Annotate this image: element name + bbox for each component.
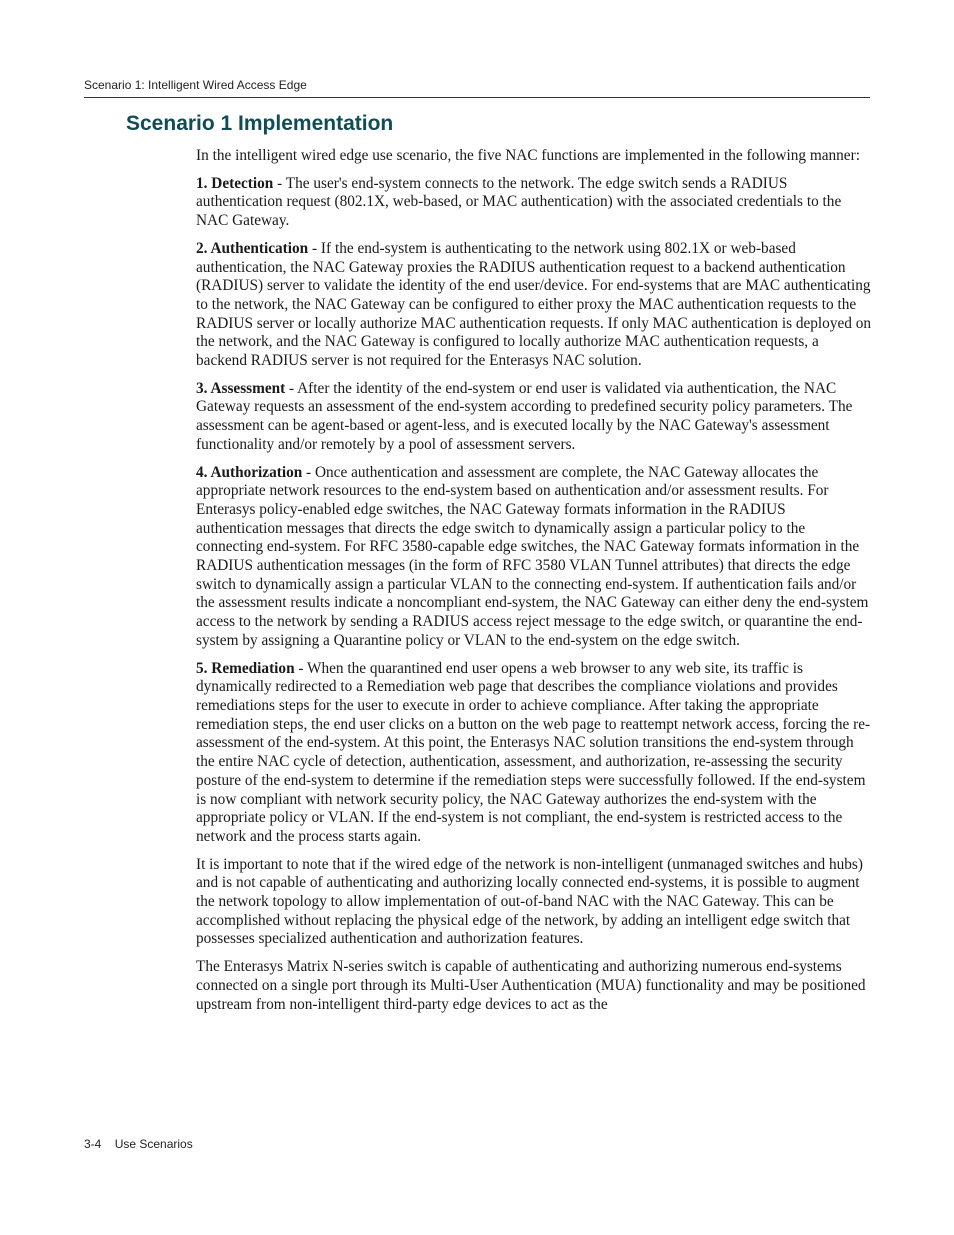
- section-heading: Scenario 1 Implementation: [126, 112, 394, 135]
- body-text: [196, 147, 872, 1023]
- authentication-term: 2. Authentication: [196, 239, 309, 257]
- intro-paragraph: In the intelligent wired edge use scenario, the five NAC functions are implemented in the following manner:: [196, 147, 860, 164]
- assessment-text: - After the identity of the end-system or end user is validated via authentication, the NAC Gateway requests an assessment of the end-system according to predefined security policy parameters. The assessment can be agent-based or agent-less, and is executed locally by the NAC Gateway's assessment functionality and/or remotely by a pool of assessment servers.: [196, 379, 853, 453]
- page-number: 3-4: [84, 1137, 102, 1151]
- running-header: Scenario 1: Intelligent Wired Access Edge: [84, 78, 307, 92]
- header-rule: [84, 97, 870, 98]
- remediation-text: - When the quarantined end user opens a web browser to any web site, its traffic is dynamically redirected to a Remediation web page that describes the compliance violations and provides remediations steps for the user to execute in order to achieve compliance. After taking the appropriate remediation steps, the end user clicks on a button on the web page to reattempt network access, forcing the re-assessment of the end-system. At this point, the Enterasys NAC solution transitions the end-system through the entire NAC cycle of detection, authentication, assessment, and authorization, re-assessing the security posture of the end-system to determine if the remediation steps were successfully followed. If the end-system is now compliant with network security policy, the NAC Gateway authorizes the end-system with the appropriate policy or VLAN. If the end-system is not compliant, the end-system is restricted access to the network and the process starts again.: [196, 659, 871, 845]
- authorization-paragraph: [196, 464, 872, 651]
- note-paragraph: It is important to note that if the wired edge of the network is non-intelligent (unmanaged switches and hubs) and is not capable of authenticating and authorizing locally connected end-systems, it is possible to augment the network topology to allow implementation of out-of-band NAC with the NAC Gateway. This can be accomplished without replacing the physical edge of the network, by adding an intelligent edge switch that possesses specialized authentication and authorization features.: [196, 855, 863, 948]
- detection-paragraph: [196, 175, 872, 231]
- matrix-paragraph: The Enterasys Matrix N-series switch is capable of authenticating and authorizing numerous end-systems connected on a single port through its Multi-User Authentication (MUA) functionality and may be positioned upstream from non-intelligent third-party edge devices to act as the: [196, 958, 866, 1013]
- authorization-text: - Once authentication and assessment are complete, the NAC Gateway allocates the appropriate network resources to the end-system based on authentication and/or assessment results. For Enterasys policy-enabled edge switches, the NAC Gateway formats information in the RADIUS authentication messages that directs the edge switch to dynamically assign a particular policy to the connecting end-system. For RFC 3580-capable edge switches, the NAC Gateway formats information in the RADIUS authentication messages (in the form of RFC 3580 VLAN Tunnel attributes) that directs the edge switch to dynamically assign a particular VLAN to the connecting end-system. If authentication fails and/or the assessment results indicate a noncompliant end-system, the NAC Gateway can either deny the end-system access to the network by sending a RADIUS access reject message to the edge switch, or quarantine the end-system by assigning a Quarantine policy or VLAN to the end-system on the edge switch.: [196, 463, 869, 649]
- detection-term: 1. Detection: [196, 174, 274, 192]
- authentication-text: - If the end-system is authenticating to the network using 802.1X or web-based authentication, the NAC Gateway proxies the RADIUS authentication request to a backend authentication (RADIUS) server to validate the identity of the end user/device. For end-systems that are MAC authenticating to the network, the NAC Gateway can be configured to either proxy the MAC authentication requests to the RADIUS server or locally authorize MAC authentication requests. If only MAC authentication is deployed on the network, and the NAC Gateway is configured to locally authorize MAC authentication requests, a backend RADIUS server is not required for the Enterasys NAC solution.: [196, 239, 872, 370]
- authorization-term: 4. Authorization: [196, 463, 303, 481]
- assessment-term: 3. Assessment: [196, 379, 286, 397]
- remediation-paragraph: [196, 660, 872, 847]
- chapter-title: Use Scenarios: [114, 1137, 193, 1151]
- authentication-paragraph: [196, 240, 872, 371]
- running-footer: [84, 1137, 193, 1151]
- assessment-paragraph: [196, 380, 872, 455]
- detection-text: - The user's end-system connects to the network. The edge switch sends a RADIUS authentication request (802.1X, web-based, or MAC authentication) with the associated credentials to the NAC Gateway.: [196, 174, 842, 230]
- remediation-term: 5. Remediation: [196, 659, 295, 677]
